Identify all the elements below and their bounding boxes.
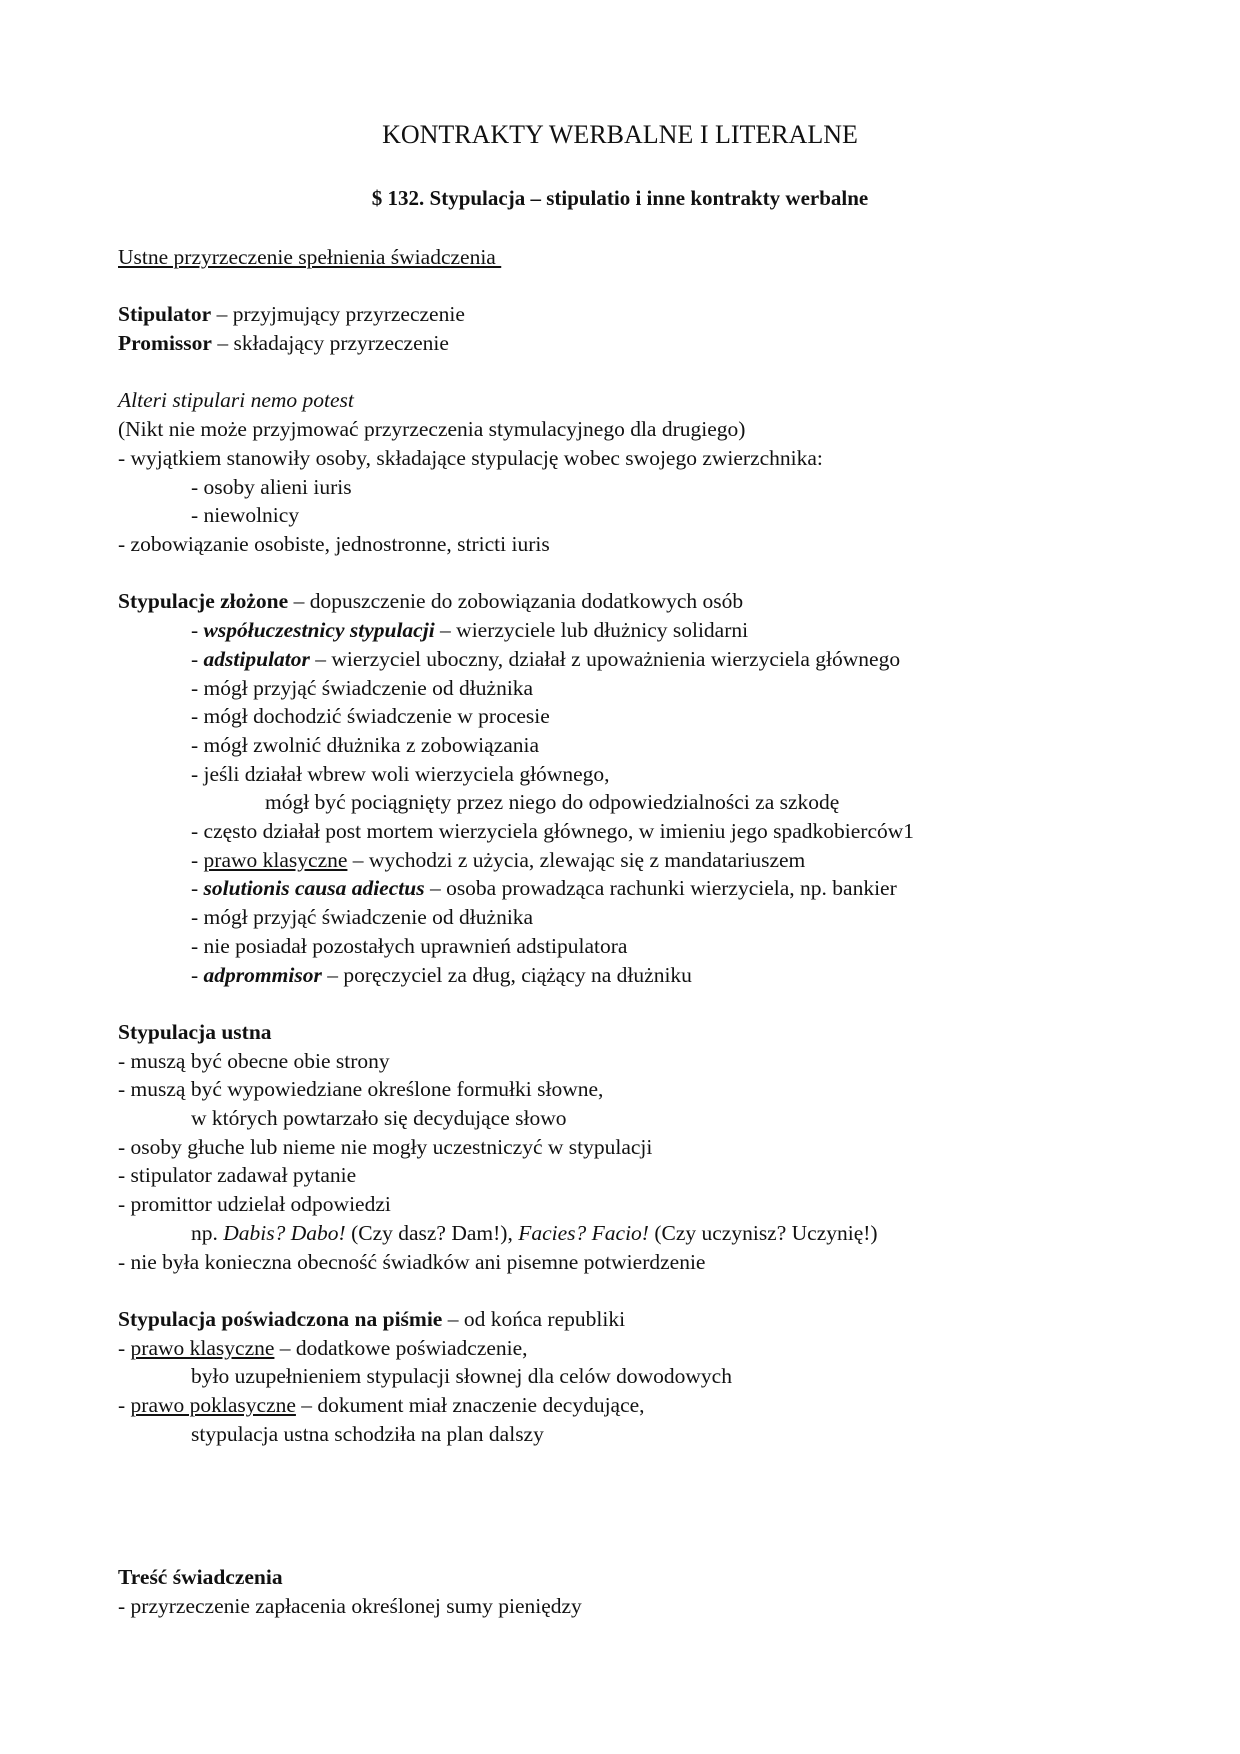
subsection-heading: Stypulacje złożone – dopuszczenie do zobowiązania dodatkowych osób [118,589,744,614]
list-item: mógł być pociągnięty przez niego do odpowiedzialności za szkodę [265,790,840,815]
list-item: - jeśli działał wbrew woli wierzyciela głównego, [191,761,610,786]
list-item: - prawo poklasyczne – dokument miał znaczenie decydujące, [118,1393,645,1418]
section-heading: $ 132. Stypulacja – stipulatio i inne kontrakty werbalne [371,186,869,210]
list-item: - wyjątkiem stanowiły osoby, składające stypulację wobec swojego zwierzchnika: [118,445,823,470]
list-item: - niewolnicy [191,503,300,528]
list-item: - mógł zwolnić dłużnika z zobowiązania [191,732,540,757]
list-item: - mógł przyjąć świadczenie od dłużnika [191,675,534,700]
document-title: KONTRAKTY WERBALNE I LITERALNE [382,120,858,149]
role-line: Promissor – składający przyrzeczenie [118,331,449,356]
list-item: - osoby głuche lub nieme nie mogły uczestniczyć w stypulacji [118,1134,653,1159]
list-item: było uzupełnieniem stypulacji słownej dla celów dowodowych [191,1364,732,1389]
maxim-translation: (Nikt nie może przyjmować przyrzeczenia stymulacyjnego dla drugiego) [118,417,746,442]
list-item: - osoby alieni iuris [191,474,352,499]
list-item: - mógł dochodzić świadczenie w procesie [191,704,550,729]
list-item: - stipulator zadawał pytanie [118,1163,357,1188]
list-item: - prawo klasyczne – wychodzi z użycia, zlewając się z mandatariuszem [191,847,806,872]
list-item: - nie była konieczna obecność świadków ani pisemne potwierdzenie [118,1249,706,1274]
subsection-heading: Stypulacja ustna [118,1019,272,1044]
role-line: Stipulator – przyjmujący przyrzeczenie [118,302,465,327]
list-item: - współuczestnicy stypulacji – wierzyciele lub dłużnicy solidarni [191,618,749,643]
list-item: - przyrzeczenie zapłacenia określonej sumy pieniędzy [118,1593,582,1618]
list-item: w których powtarzało się decydujące słowo [191,1106,567,1131]
document-body [118,243,1138,1621]
subsection-heading: Treść świadczenia [118,1565,283,1590]
list-item: - nie posiadał pozostałych uprawnień adstipulatora [191,933,628,958]
list-item: - adprommisor – poręczyciel za dług, ciążący na dłużniku [191,962,692,987]
list-item: - prawo klasyczne – dodatkowe poświadczenie, [118,1335,528,1360]
list-item: - adstipulator – wierzyciel uboczny, działał z upoważnienia wierzyciela głównego [191,646,901,671]
subsection-heading: Stypulacja poświadczona na piśmie – od końca republiki [118,1306,626,1331]
list-item: - solutionis causa adiectus – osoba prowadząca rachunki wierzyciela, np. bankier [191,876,897,901]
list-item: - zobowiązanie osobiste, jednostronne, stricti iuris [118,532,550,556]
list-item: - mógł przyjąć świadczenie od dłużnika [191,905,534,930]
example-line: np. Dabis? Dabo! (Czy dasz? Dam!), Facies? Facio! (Czy uczynisz? Uczynię!) [191,1220,878,1245]
latin-maxim: Alteri stipulari nemo potest [118,388,354,413]
list-item: - często działał post mortem wierzyciela głównego, w imieniu jego spadkobierców1 [191,819,915,844]
list-item: - muszą być wypowiedziane określone formułki słowne, [118,1077,604,1102]
list-item: - promittor udzielał odpowiedzi [118,1192,391,1217]
intro-text: Ustne przyrzeczenie spełnienia świadczenia [118,245,502,269]
list-item: stypulacja ustna schodziła na plan dalszy [191,1421,544,1446]
list-item: - muszą być obecne obie strony [118,1048,390,1073]
